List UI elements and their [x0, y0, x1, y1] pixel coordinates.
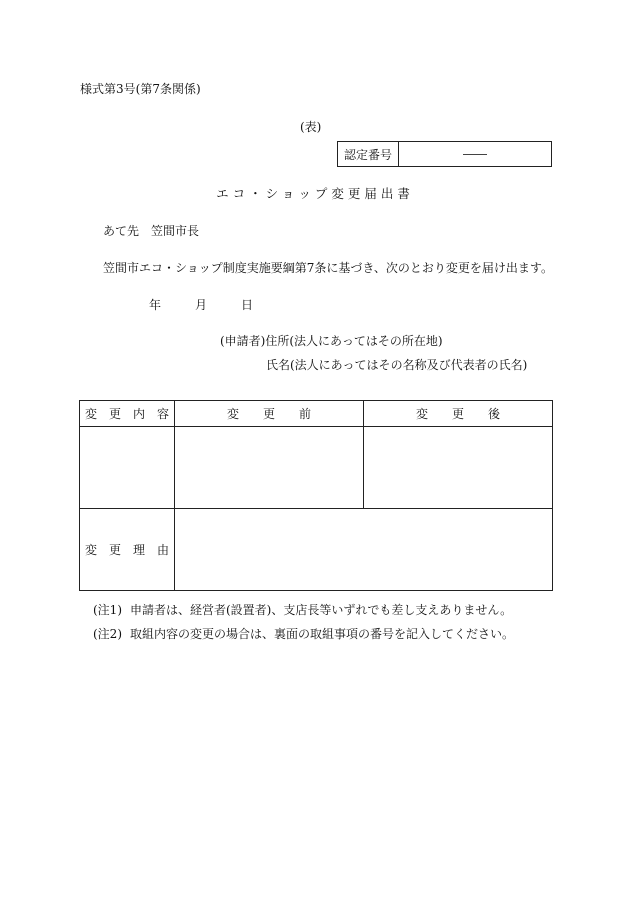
addressee: あて先 笠間市長: [103, 224, 200, 238]
change-content-cell[interactable]: [80, 427, 175, 509]
before-change-cell[interactable]: [175, 427, 364, 509]
applicant-address[interactable]: (申請者)住所(法人にあってはその所在地): [220, 334, 443, 348]
date-year: 年: [149, 298, 162, 312]
table-row: [80, 427, 553, 509]
reason-row: [80, 509, 553, 591]
after-change-cell[interactable]: [364, 427, 553, 509]
header-change-content: 変 更 内 容: [80, 401, 175, 427]
table-header-row: [80, 401, 553, 427]
note-1-tag: (注1): [93, 603, 122, 617]
date-line[interactable]: [149, 296, 253, 313]
note-2-text: 取組内容の変更の場合は、裏面の取組事項の番号を記入してください。: [130, 627, 515, 641]
note-2: [93, 625, 514, 642]
date-day: 日: [241, 298, 254, 312]
certification-number-box: [337, 141, 552, 167]
date-month: 月: [195, 298, 208, 312]
reason-cell[interactable]: [175, 509, 553, 591]
reason-label: 変 更 理 由: [80, 509, 175, 591]
certification-number-label: 認定番号: [338, 142, 399, 167]
header-after-change: 変 更 後: [364, 401, 553, 427]
change-table: [79, 400, 553, 591]
body-text: 笠間市エコ・ショップ制度実施要綱第7条に基づき、次のとおり変更を届け出ます。: [103, 261, 553, 275]
side-label: (表): [300, 120, 322, 134]
document-title: エコ・ショップ変更届出書: [216, 186, 414, 201]
applicant-name[interactable]: 氏名(法人にあってはその名称及び代表者の氏名): [266, 358, 528, 372]
note-1-text: 申請者は、経営者(設置者)、支店長等いずれでも差し支えありません。: [130, 603, 513, 617]
header-before-change: 変 更 前: [175, 401, 364, 427]
note-2-tag: (注2): [93, 627, 122, 641]
note-1: [93, 601, 512, 618]
form-number: 様式第3号(第7条関係): [80, 82, 201, 96]
certification-number-value[interactable]: ――: [399, 142, 552, 167]
